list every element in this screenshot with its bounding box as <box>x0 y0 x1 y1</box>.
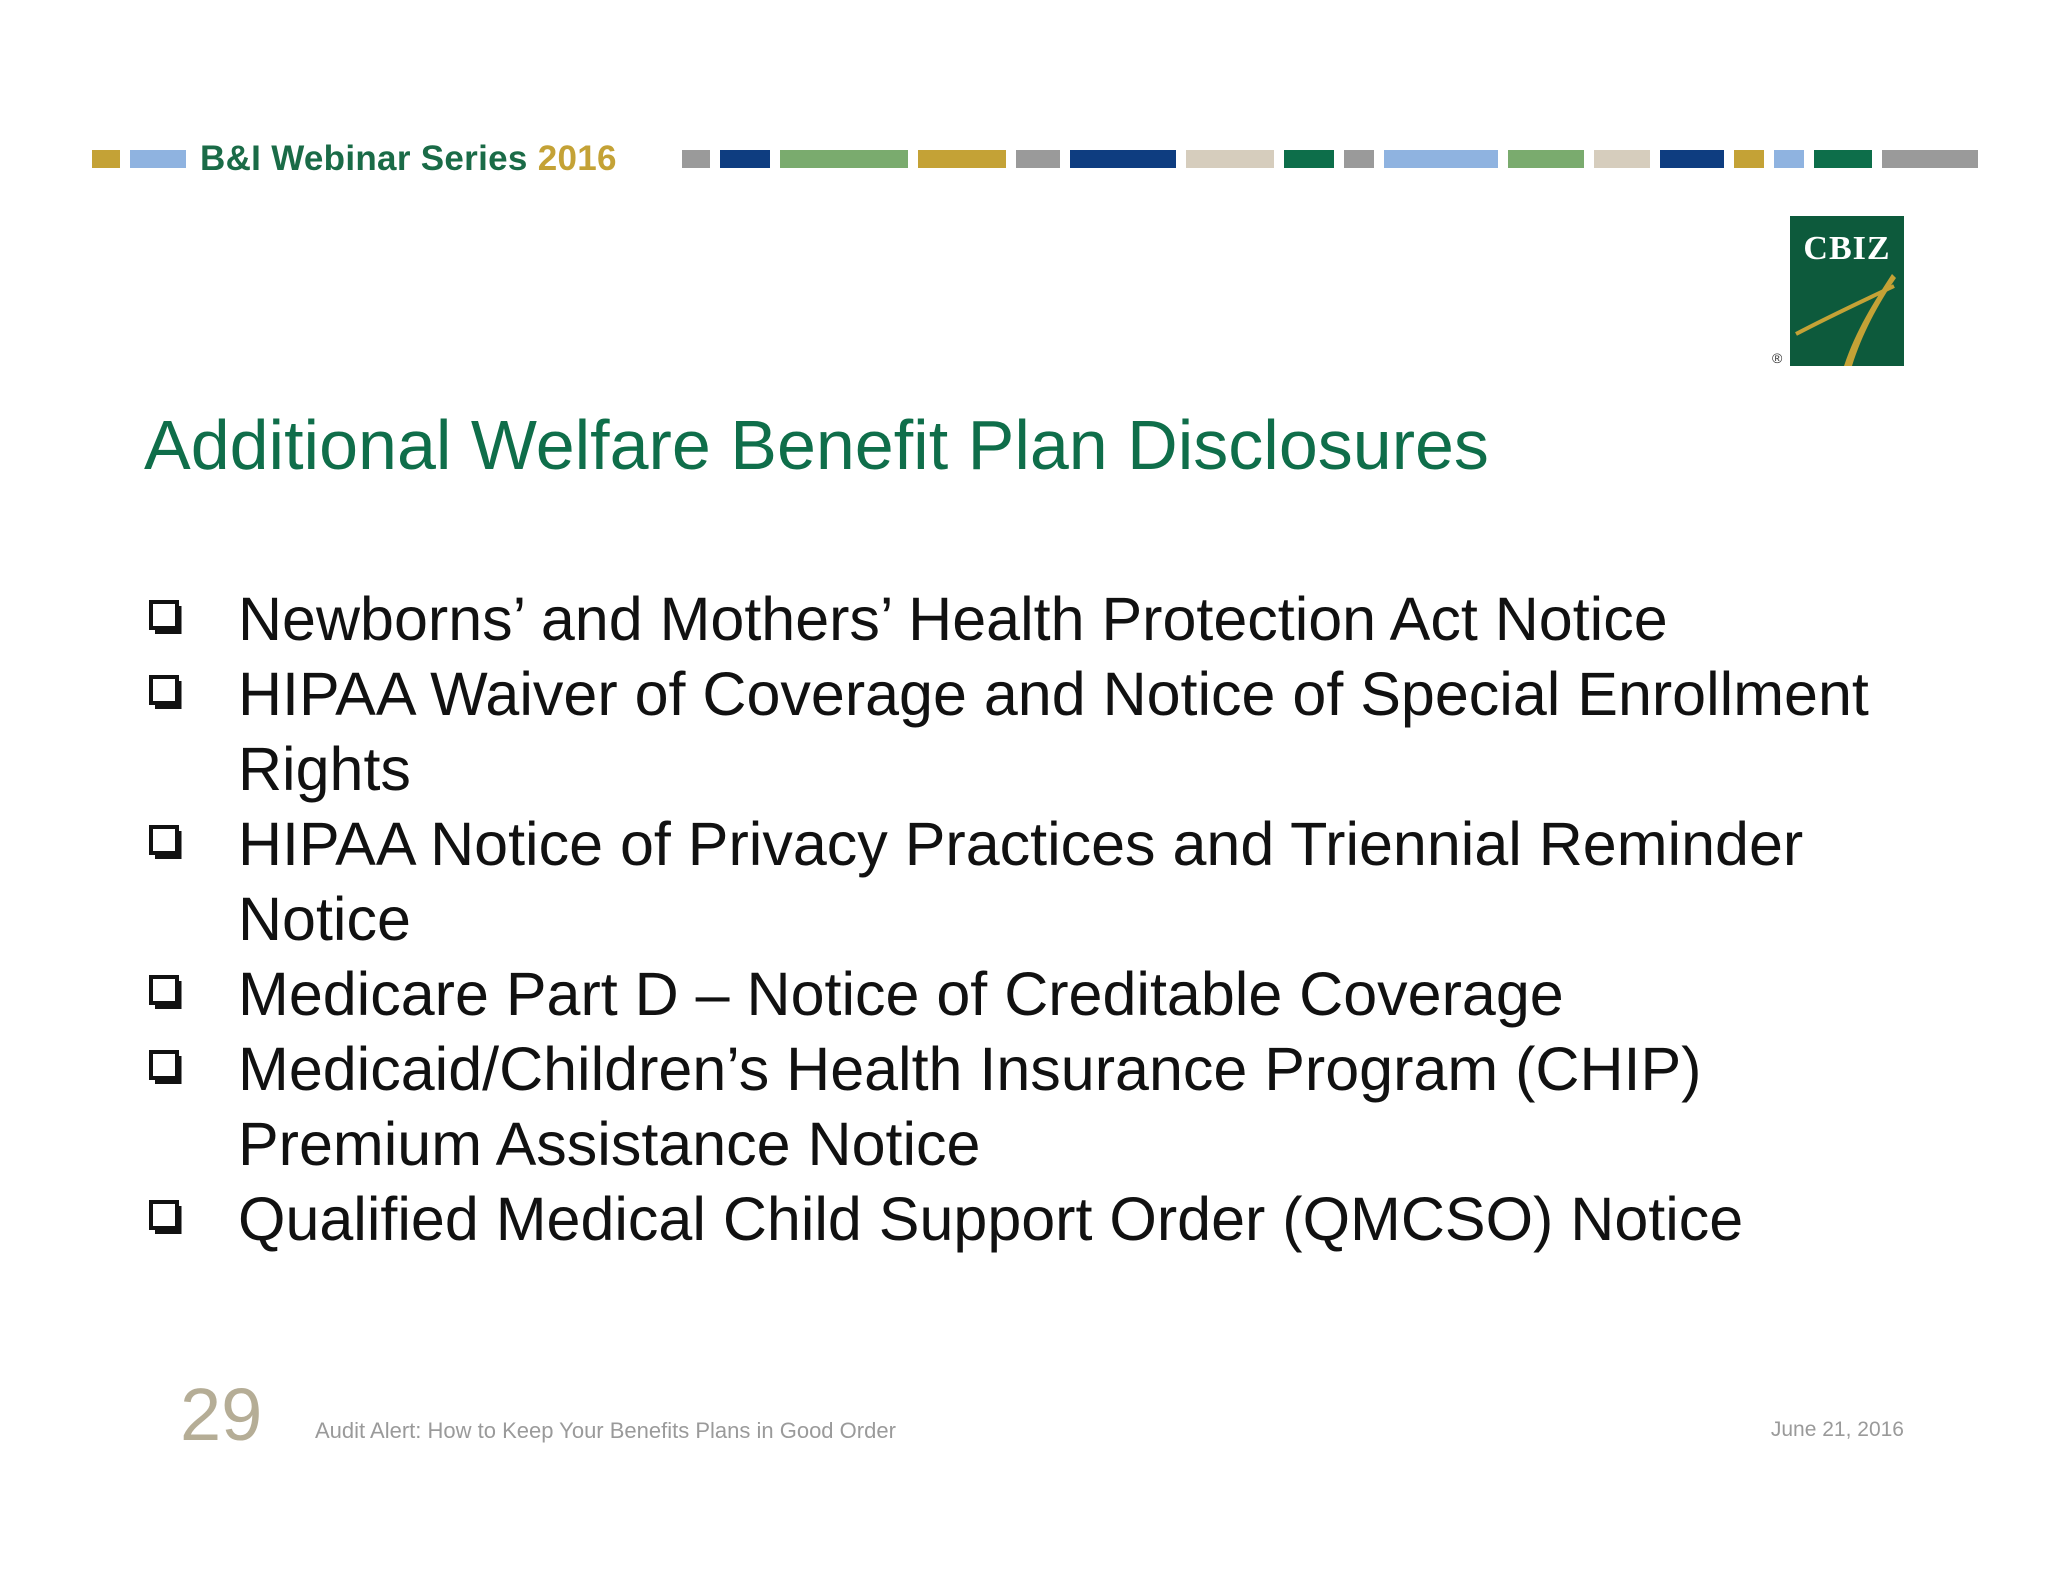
banner-square <box>1660 150 1724 168</box>
list-item <box>145 957 1925 1032</box>
page-number: 29 <box>180 1373 263 1456</box>
banner-square <box>780 150 908 168</box>
cbiz-logo <box>1790 216 1904 366</box>
series-year: 2016 <box>537 139 617 178</box>
checkbox-icon <box>149 675 183 709</box>
list-item <box>145 1182 1925 1257</box>
list-item <box>145 807 1925 957</box>
presentation-title: Audit Alert: How to Keep Your Benefits Plans in Good Order <box>315 1418 896 1443</box>
disclosure-list <box>145 582 1925 1257</box>
logo-text: CBIZ <box>1803 230 1891 267</box>
checkbox-icon <box>149 1050 183 1084</box>
banner-square <box>1344 150 1374 168</box>
checkbox-icon <box>149 1200 183 1234</box>
banner-square <box>92 150 120 168</box>
list-item <box>145 582 1925 657</box>
series-name: B&I Webinar Series <box>200 139 528 178</box>
banner-square <box>1070 150 1176 168</box>
list-item-text: HIPAA Notice of Privacy Practices and Triennial Reminder Notice <box>238 810 1804 953</box>
banner-square <box>130 150 186 168</box>
list-item-text: Newborns’ and Mothers’ Health Protection Act Notice <box>238 585 1668 653</box>
banner-square <box>1734 150 1764 168</box>
presentation-date: June 21, 2016 <box>1770 1418 1904 1441</box>
banner-square <box>682 150 710 168</box>
list-item-text: HIPAA Waiver of Coverage and Notice of Special Enrollment Rights <box>238 660 1869 803</box>
banner-square <box>1186 150 1274 168</box>
banner-square <box>918 150 1006 168</box>
list-item <box>145 657 1925 807</box>
banner-square <box>1508 150 1584 168</box>
banner-square <box>1016 150 1060 168</box>
banner-square <box>720 150 770 168</box>
list-item <box>145 1032 1925 1182</box>
registered-mark: ® <box>1772 350 1783 366</box>
banner-square <box>1594 150 1650 168</box>
list-item-text: Qualified Medical Child Support Order (QMCSO) Notice <box>238 1185 1744 1253</box>
list-item-text: Medicare Part D – Notice of Creditable Coverage <box>238 960 1564 1028</box>
checkbox-icon <box>149 975 183 1009</box>
banner-square <box>1384 150 1498 168</box>
banner-square <box>1882 150 1978 168</box>
banner-square <box>1284 150 1334 168</box>
checkbox-icon <box>149 825 183 859</box>
banner-square <box>1774 150 1804 168</box>
banner-square <box>1814 150 1872 168</box>
webinar-series-label <box>200 138 617 180</box>
list-item-text: Medicaid/Children’s Health Insurance Program (CHIP) Premium Assistance Notice <box>238 1035 1702 1178</box>
checkbox-icon <box>149 600 183 634</box>
slide-title: Additional Welfare Benefit Plan Disclosures <box>144 406 1489 484</box>
